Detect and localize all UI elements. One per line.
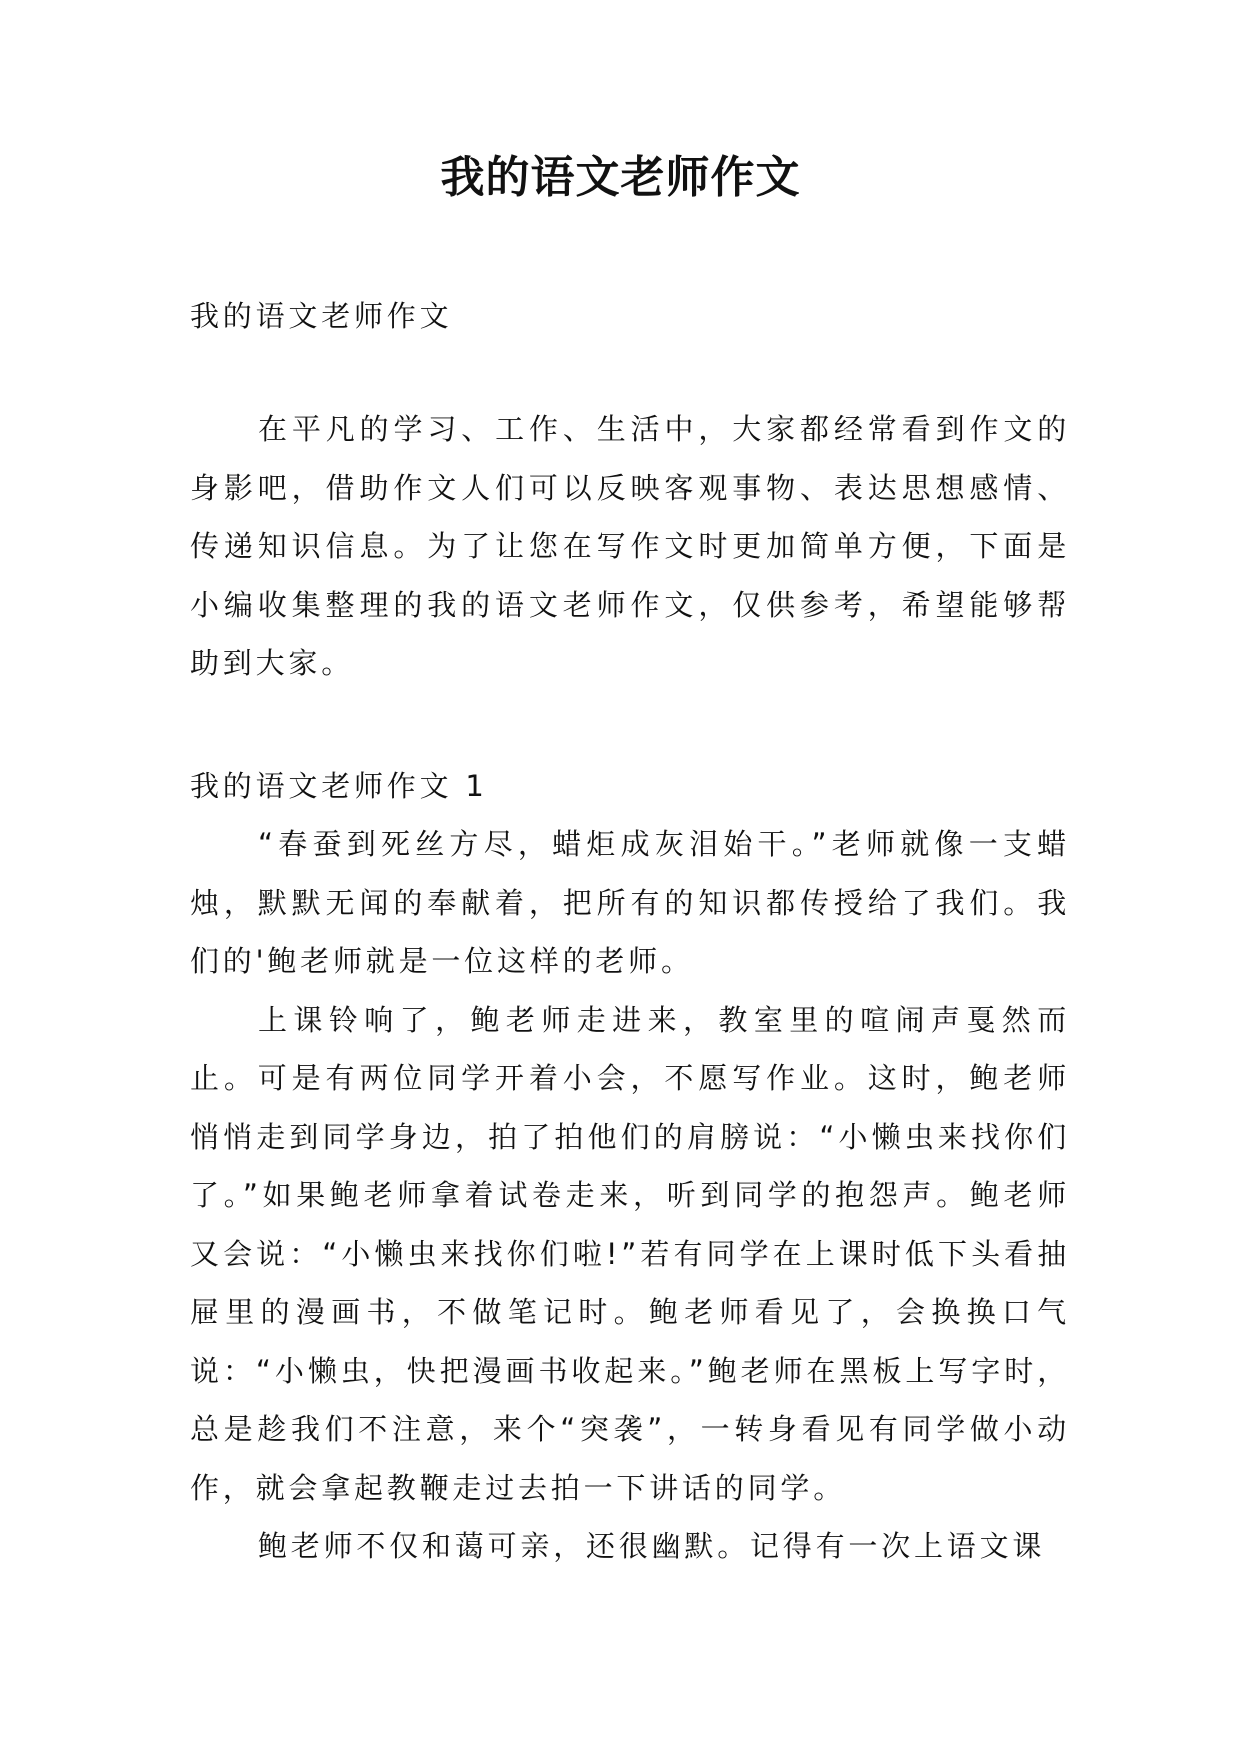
section-heading: 我的语文老师作文 1 xyxy=(190,769,488,803)
essay-paragraph: 上课铃响了，鲍老师走进来，教室里的喧闹声戛然而止。可是有两位同学开着小会，不愿写作业。这时，鲍老师悄悄走到同学身边，拍了拍他们的肩膀说：“小懒虫来找你们了。”如果鲍老师拿着试卷走来，听到同学的抱怨声。鲍老师又会说：“小懒虫来找你们啦!”若有同学在上课时低下头看抽屉里的漫画书，不做笔记时。鲍老师看见了，会换换口气说：“小懒虫，快把漫画书收起来。”鲍老师在黑板上写字时，总是趁我们不注意，来个“突袭”，一转身看见有同学做小动作，就会拿起教鞭走过去拍一下讲话的同学。 xyxy=(190,1002,1070,1505)
essay-paragraph: “春蚕到死丝方尽，蜡炬成灰泪始干。”老师就像一支蜡烛，默默无闻的奉献着，把所有的知识都传授给了我们。我们的'鲍老师就是一位这样的老师。 xyxy=(190,827,1070,978)
document-subtitle: 我的语文老师作文 xyxy=(190,299,453,333)
essay-body xyxy=(190,815,1070,1576)
intro-paragraph: 在平凡的学习、工作、生活中，大家都经常看到作文的身影吧，借助作文人们可以反映客观事物、表达思想感情、传递知识信息。为了让您在写作文时更加简单方便，下面是小编收集整理的我的语文老师作文，仅供参考，希望能够帮助到大家。 xyxy=(190,412,1070,680)
document-title: 我的语文老师作文 xyxy=(440,152,801,203)
essay-paragraph: 鲍老师不仅和蔼可亲，还很幽默。记得有一次上语文课 xyxy=(258,1529,1046,1563)
